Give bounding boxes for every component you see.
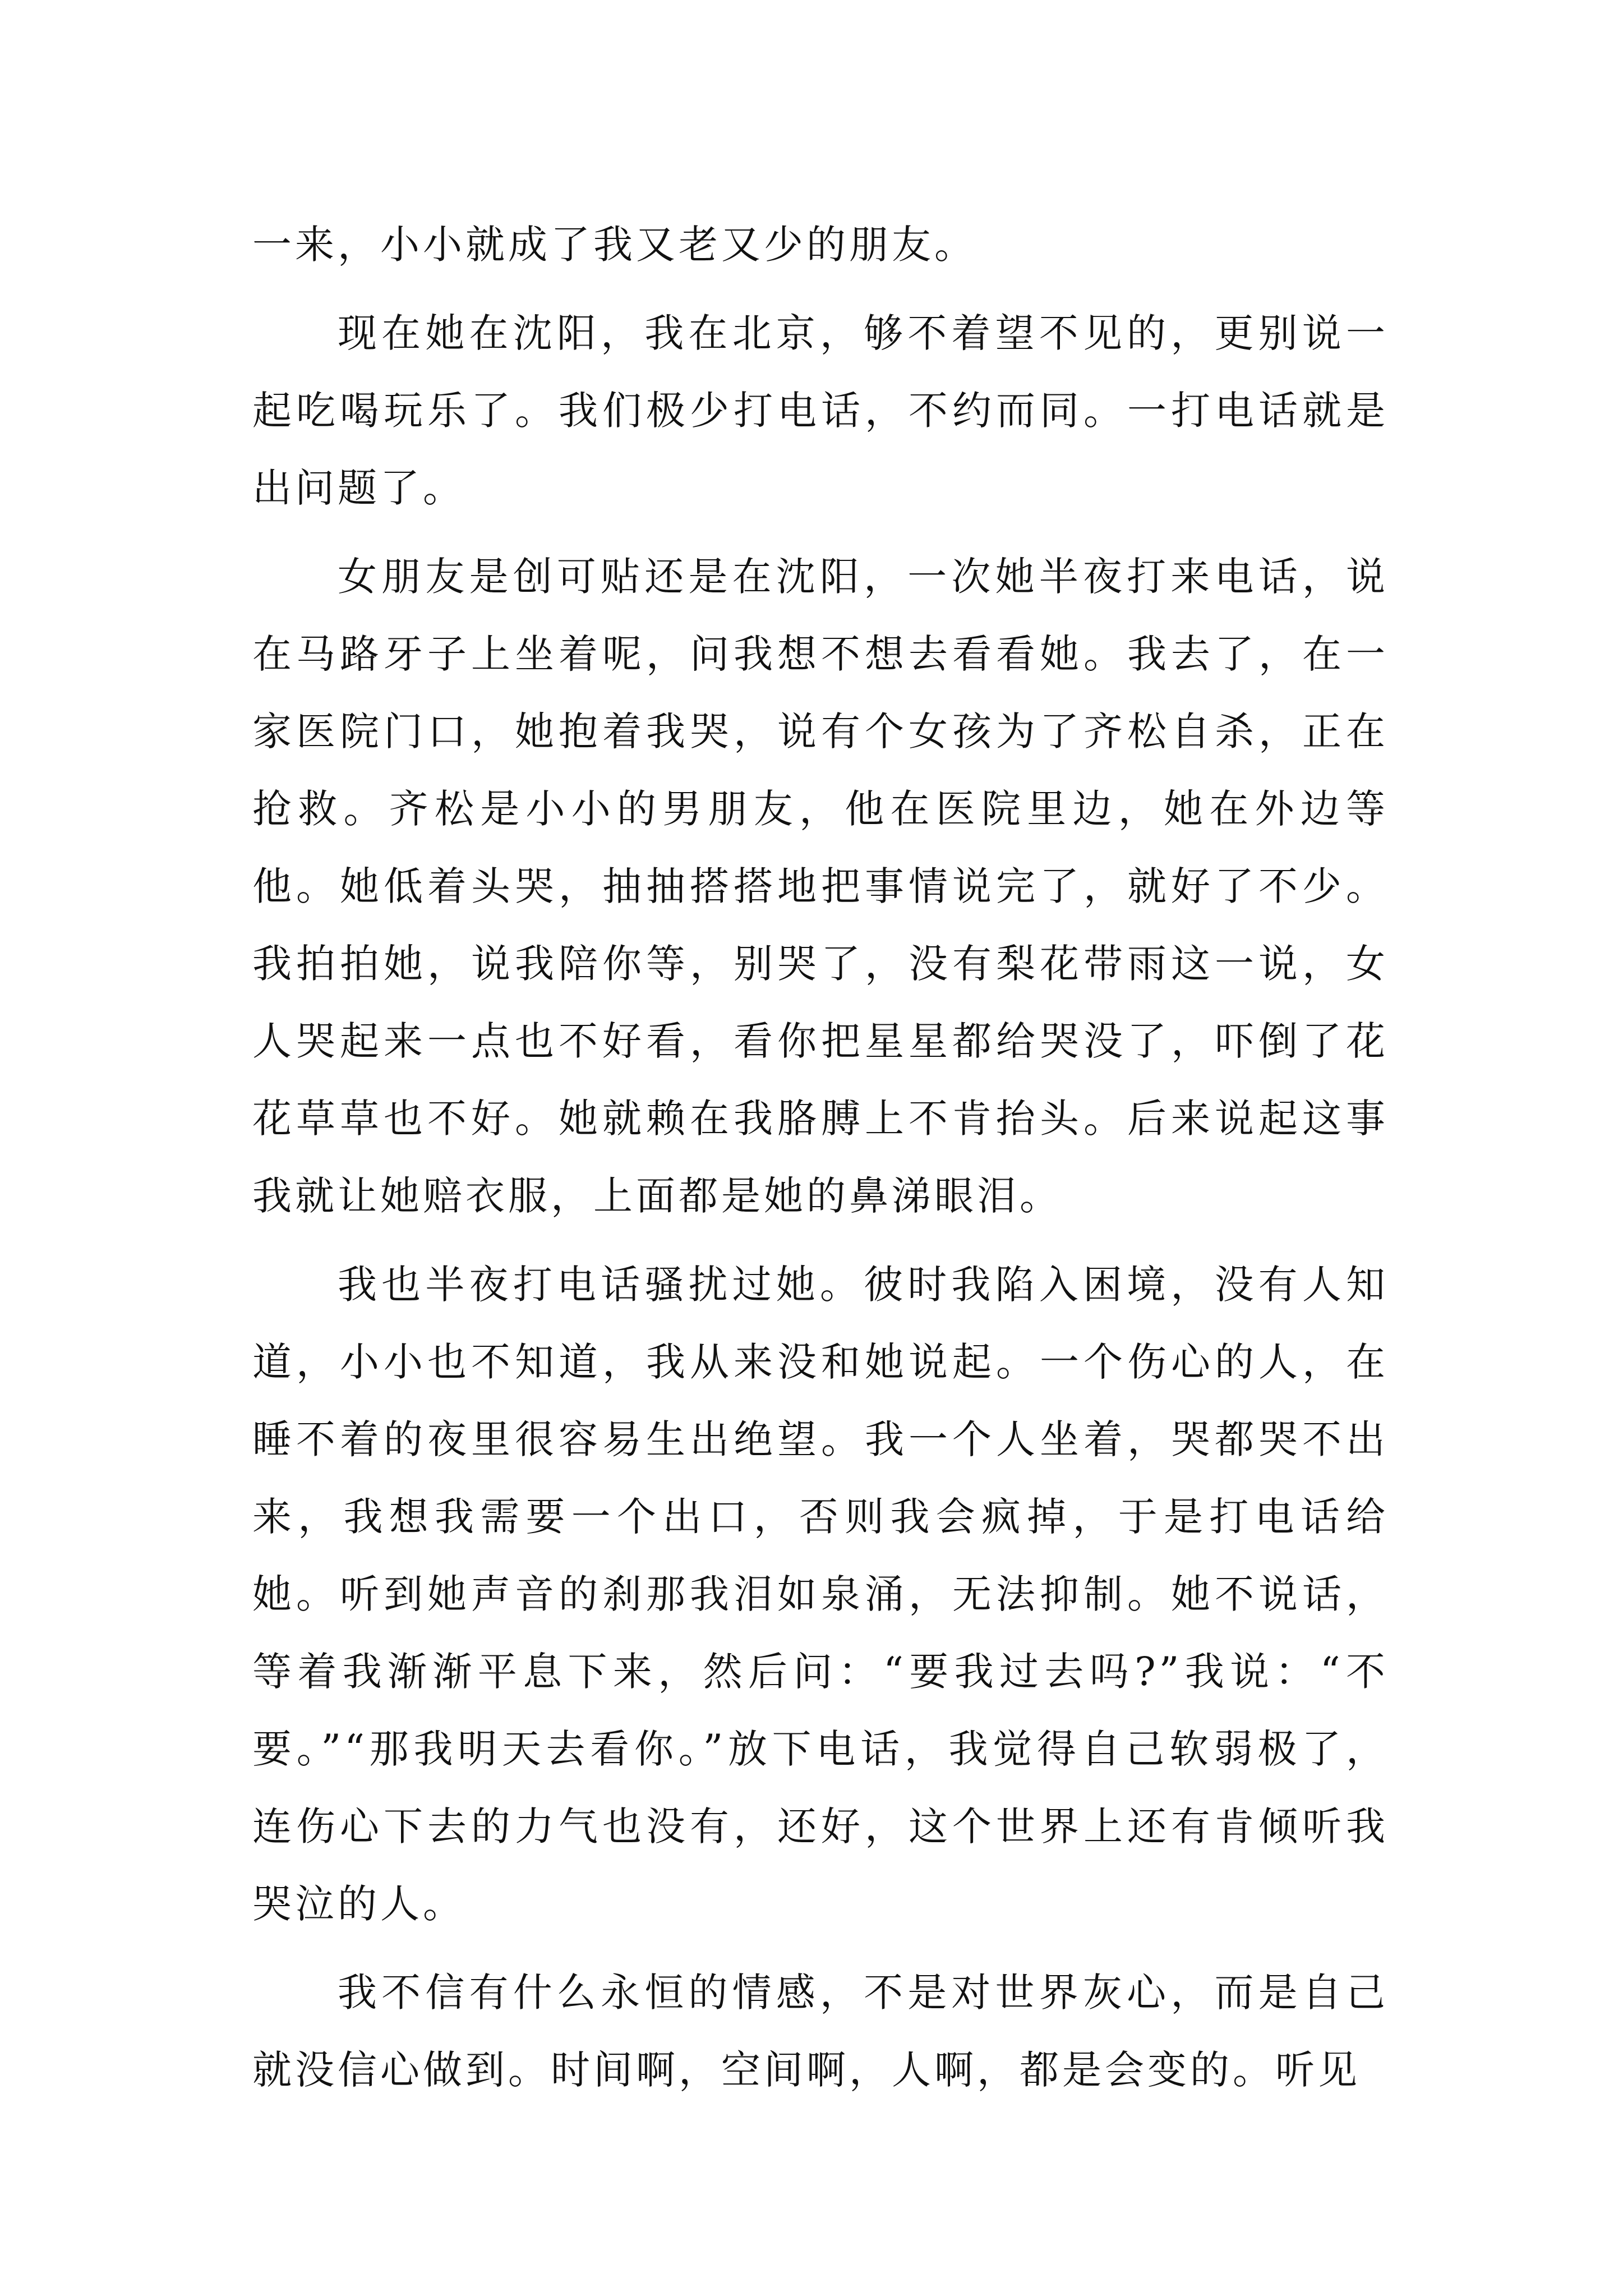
paragraph-3: 女朋友是创可贴还是在沈阳，一次她半夜打来电话，说在马路牙子上坐着呢，问我想不想去看看她。我去了，在一家医院门口，她抱着我哭，说有个女孩为了齐松自杀，正在抢救。齐松是小小的男朋友，他在医院里边，她在外边等他。她低着头哭，抽抽搭搭地把事情说完了，就好了不少。我拍拍她，说我陪你等，别哭了，没有梨花带雨这一说，女人哭起来一点也不好看，看你把星星都给哭没了，吓倒了花花草草也不好。她就赖在我胳膊上不肯抬头。后来说起这事我就让她赔衣服，上面都是她的鼻涕眼泪。 — [252, 554, 1389, 1219]
paragraph-2: 现在她在沈阳，我在北京，够不着望不见的，更别说一起吃喝玩乐了。我们极少打电话，不约而同。一打电话就是出问题了。 — [252, 310, 1389, 511]
paragraph-4: 我也半夜打电话骚扰过她。彼时我陷入困境，没有人知道，小小也不知道，我从来没和她说起。一个伤心的人，在睡不着的夜里很容易生出绝望。我一个人坐着，哭都哭不出来，我想我需要一个出口，否则我会疯掉，于是打电话给她。听到她声音的刹那我泪如泉涌，无法抑制。她不说话，等着我渐渐平息下来，然后问：“要我过去吗?”我说：“不要。”“那我明天去看你。”放下电话，我觉得自己软弱极了，连伤心下去的力气也没有，还好，这个世界上还有肯倾听我哭泣的人。 — [252, 1262, 1389, 1927]
paragraph-5: 我不信有什么永恒的情感，不是对世界灰心，而是自己就没信心做到。时间啊，空间啊，人啊，都是会变的。听见 — [252, 1970, 1389, 2093]
paragraph-1: 一来，小小就成了我又老又少的朋友。 — [252, 222, 977, 268]
body-text — [252, 206, 1389, 2109]
